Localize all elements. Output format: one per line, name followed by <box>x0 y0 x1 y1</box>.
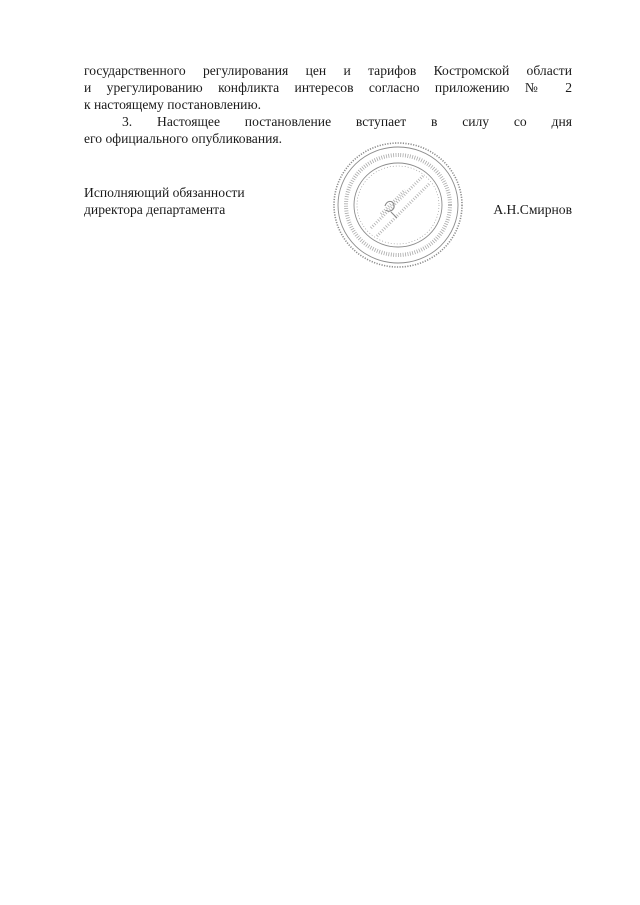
paragraph-line-3: к настоящему постановлению. <box>84 97 262 112</box>
signatory-position-line-2: директора департамента <box>84 202 226 217</box>
item-3-line-2: его официального опубликования. <box>84 131 283 146</box>
signatory-position-line-1: Исполняющий обязанности <box>84 185 245 200</box>
official-seal-icon <box>331 140 465 270</box>
signatory-position <box>84 184 324 218</box>
item-3-line-1: 3. Настоящее постановление вступает в силу со дня <box>122 114 572 129</box>
paragraph-line-2: и урегулированию конфликта интересов согласно приложению № 2 <box>84 80 572 95</box>
signatory-name: А.Н.Смирнов <box>493 202 572 217</box>
document-body <box>84 62 572 147</box>
paragraph-line-1: государственного регулирования цен и тарифов Костромской области <box>84 63 572 78</box>
